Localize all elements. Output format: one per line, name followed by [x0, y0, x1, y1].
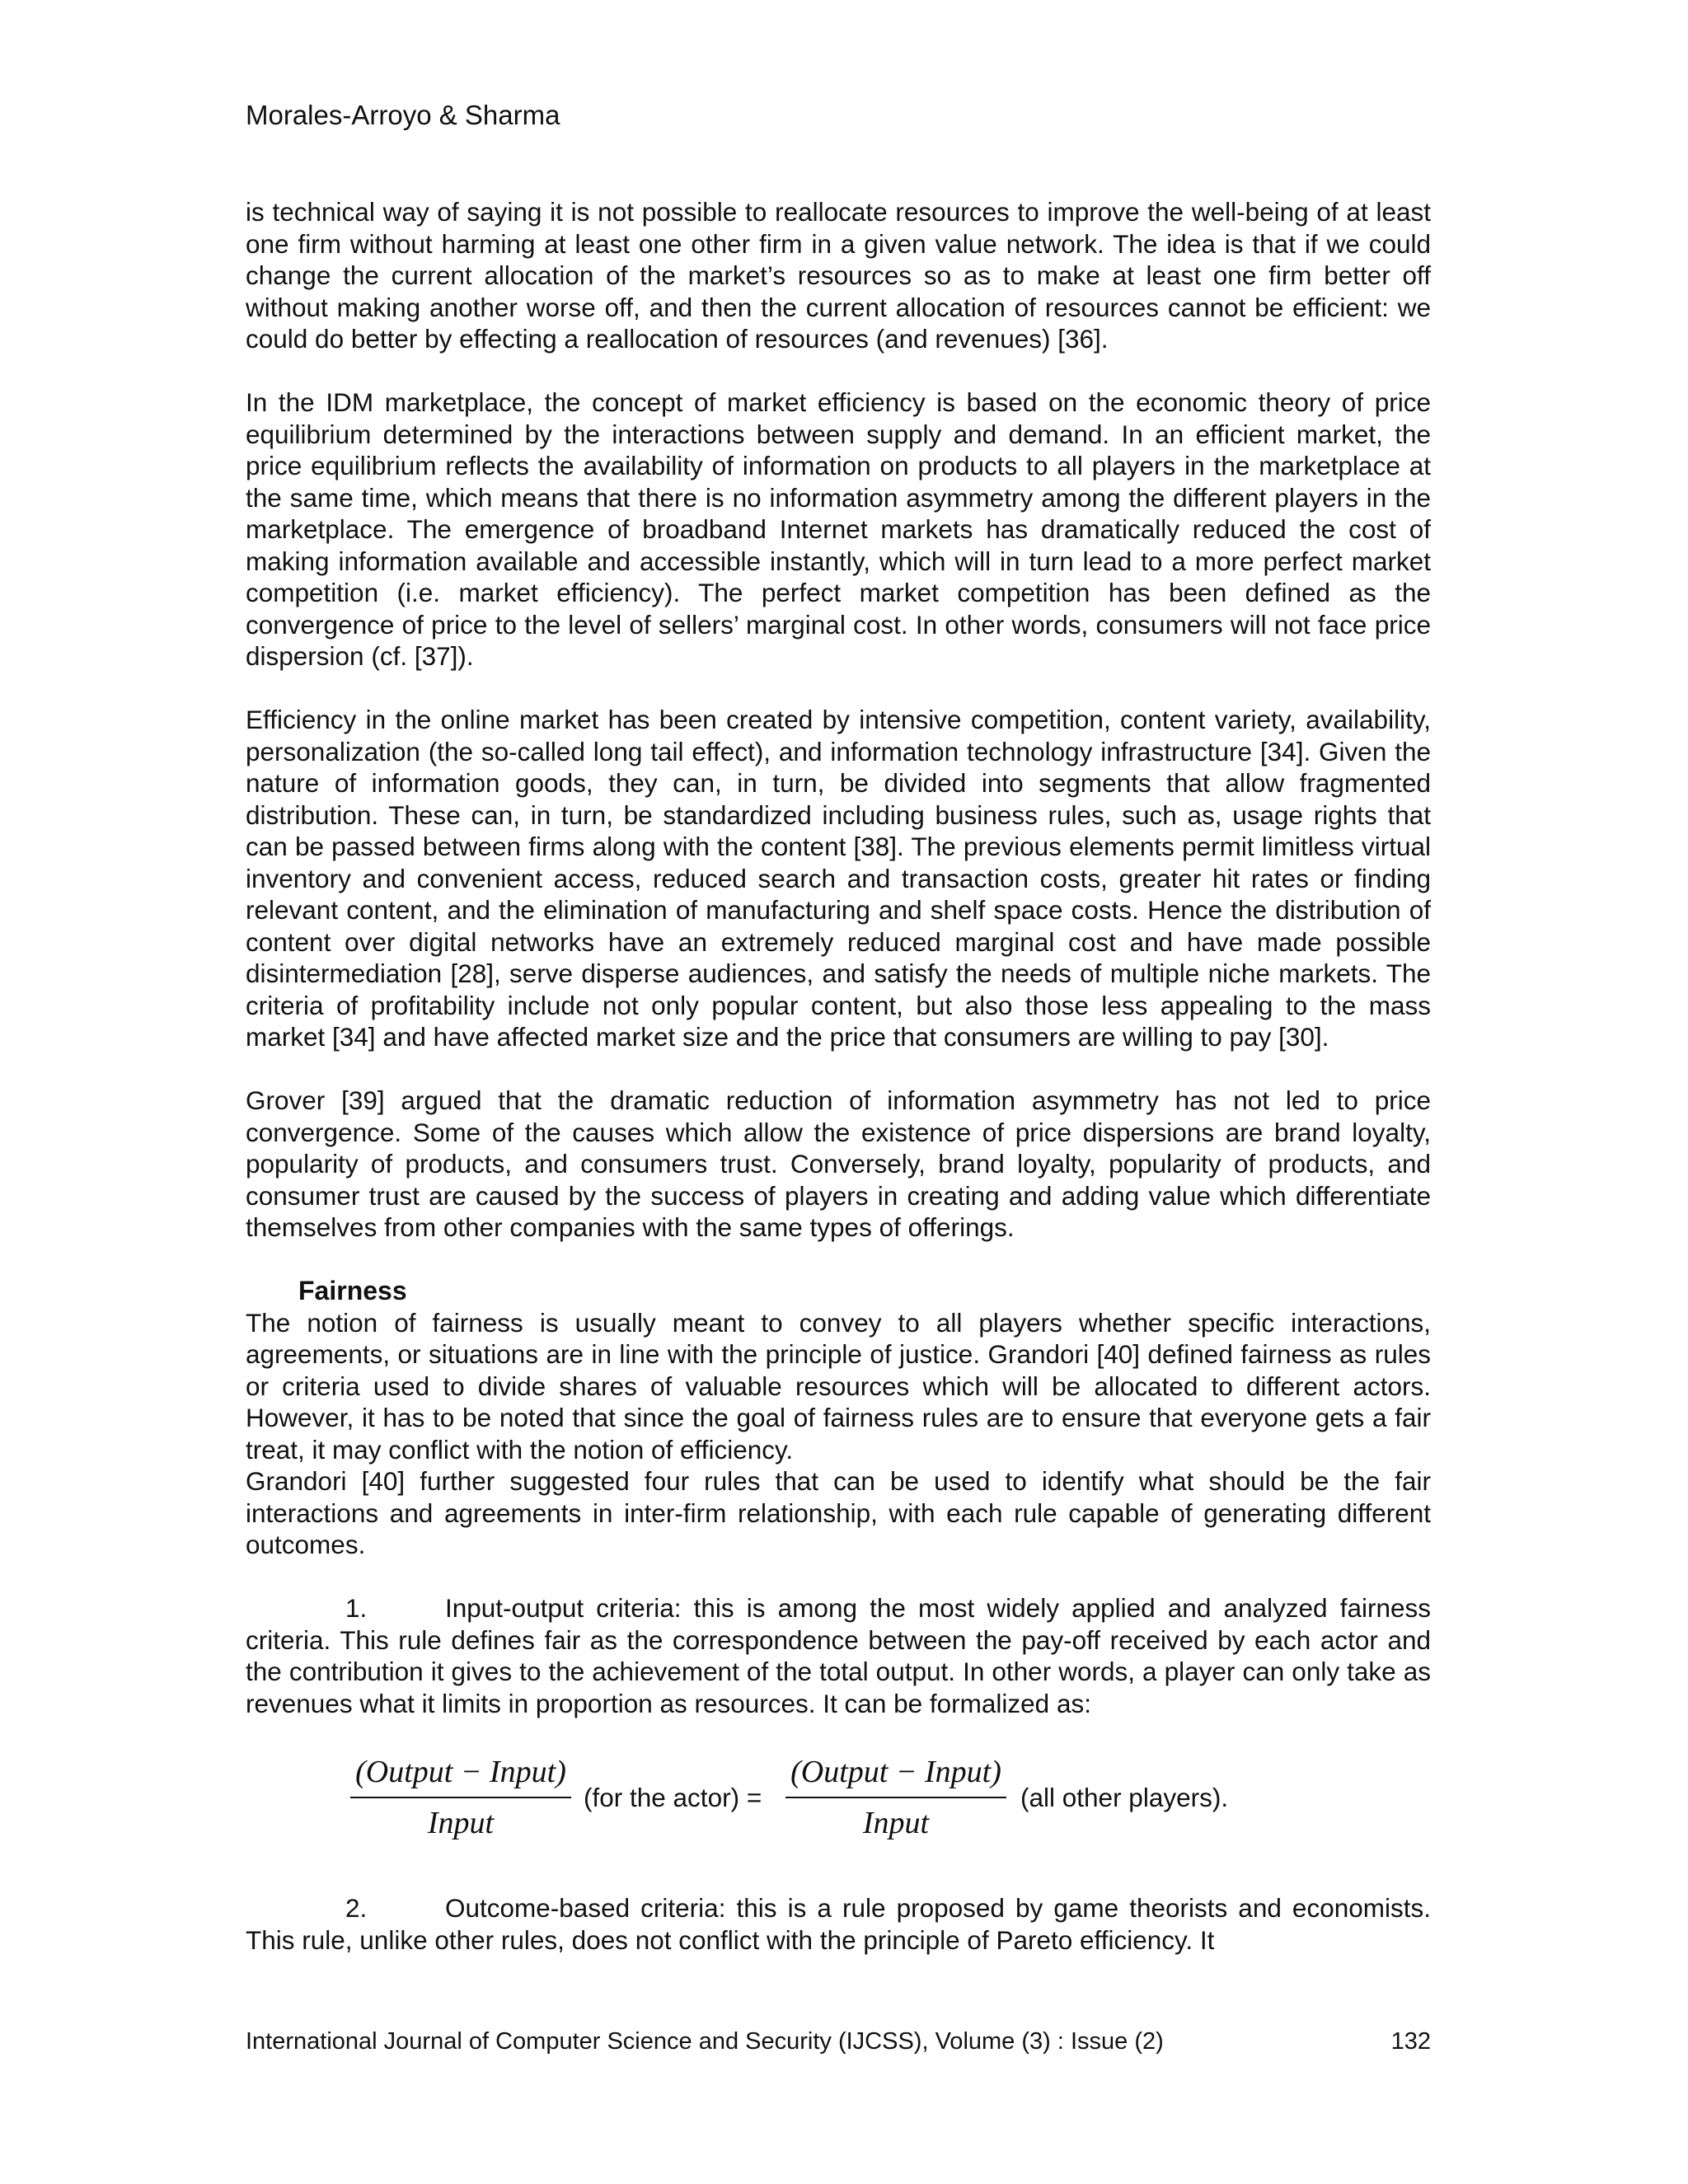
fairness-equation — [246, 1752, 1431, 1861]
paragraph-four-rules: Grandori [40] further suggested four rules that can be used to identify what should be the fair interactions and agreements in inter-firm relationship, with each rule capable of generating different outcomes. — [246, 1466, 1431, 1559]
equation-left-numerator: (Output − Input) — [350, 1752, 571, 1798]
equation-left-fraction — [350, 1752, 571, 1843]
list-item-outcome-based — [246, 1892, 1431, 1956]
paragraph-online-efficiency: Efficiency in the online market has been created by intensive competition, content variety, availability, personalization (the so-called long tail effect), and information technology infrastructure [34]. Given the nature of information goods, they can, in turn, be divided into segments that allow fragmented distribution. These can, in turn, be standardized including business rules, such as, usage rights that can be passed between firms along with the content [38]. The previous elements permit limitless virtual inventory and convenient access, reduced search and transaction costs, greater hit rates or finding relevant content, and the elimination of manufacturing and shelf space costs. Hence the distribution of content over digital networks have an extremely reduced marginal cost and have made possible disintermediation [28], serve disperse audiences, and satisfy the needs of multiple niche markets. The criteria of profitability include not only popular content, but also those less appealing to the mass market [34] and have affected market size and the price that consumers are willing to pay [30]. — [246, 705, 1431, 1052]
equation-middle-text: (for the actor) = — [584, 1783, 762, 1812]
list-item-number: 1. — [345, 1593, 368, 1623]
list-item-number: 2. — [345, 1893, 368, 1923]
section-heading-fairness: Fairness — [298, 1276, 407, 1305]
list-item-text: Outcome-based criteria: this is a rule proposed by game theorists and economists. This rule, unlike other rules, does not conflict with the principle of Pareto efficiency. It — [246, 1893, 1431, 1955]
equation-left-denominator: Input — [427, 1806, 495, 1840]
equation-right-denominator: Input — [862, 1806, 930, 1840]
paragraph-market-efficiency: In the IDM marketplace, the concept of market efficiency is based on the economic theory of price equilibrium determined by the interactions between supply and demand. In an efficient market, the price equilibrium reflects the availability of information on products to all players in the marketplace at the same time, which means that there is no information asymmetry among the different players in the marketplace. The emergence of broadband Internet markets has dramatically reduced the cost of making information available and accessible instantly, which will in turn lead to a more perfect market competition (i.e. market efficiency). The perfect market competition has been defined as the convergence of price to the level of sellers’ marginal cost. In other words, consumers will not face price dispersion (cf. [37]). — [246, 387, 1431, 671]
page-number: 132 — [1390, 2028, 1431, 2055]
equation-trailing-text: (all other players). — [1020, 1783, 1229, 1812]
list-item-input-output — [246, 1592, 1431, 1719]
paragraph-pareto: is technical way of saying it is not possible to reallocate resources to improve the well-being of at least one firm without harming at least one other firm in a given value network. The idea is that if we could change the current allocation of the market’s resources so as to make at least one firm better off without making another worse off, and then the current allocation of resources cannot be efficient: we could do better by effecting a reallocation of resources (and revenues) [36]. — [246, 197, 1431, 354]
list-item-text: Input-output criteria: this is among the most widely applied and analyzed fairness criteria. This rule defines fair as the correspondence between the pay-off received by each actor and the contribution it gives to the achievement of the total output. In other words, a player can only take as revenues what it limits in proportion as resources. It can be formalized as: — [246, 1593, 1431, 1718]
footer-journal-citation: International Journal of Computer Science and Security (IJCSS), Volume (3) : Issue (2) — [246, 2028, 1164, 2055]
equation-right-numerator: (Output − Input) — [785, 1752, 1006, 1798]
body-text — [246, 196, 1431, 1956]
equation-right-fraction — [785, 1752, 1006, 1843]
running-head: Morales-Arroyo & Sharma — [246, 100, 560, 130]
paragraph-price-dispersion: Grover [39] argued that the dramatic reduction of information asymmetry has not led to price convergence. Some of the causes which allow the existence of price dispersions are brand loyalty, popularity of products, and consumers trust. Conversely, brand loyalty, popularity of products, and consumer trust are caused by the success of players in creating and adding value which differentiate themselves from other companies with the same types of offerings. — [246, 1085, 1431, 1242]
paragraph-fairness-notion: The notion of fairness is usually meant to convey to all players whether specific interactions, agreements, or situations are in line with the principle of justice. Grandori [40] defined fairness as rules or criteria used to divide shares of valuable resources which will be allocated to different actors. However, it has to be noted that since the goal of fairness rules are to ensure that everyone gets a fair treat, it may conflict with the notion of efficiency. — [246, 1307, 1431, 1465]
